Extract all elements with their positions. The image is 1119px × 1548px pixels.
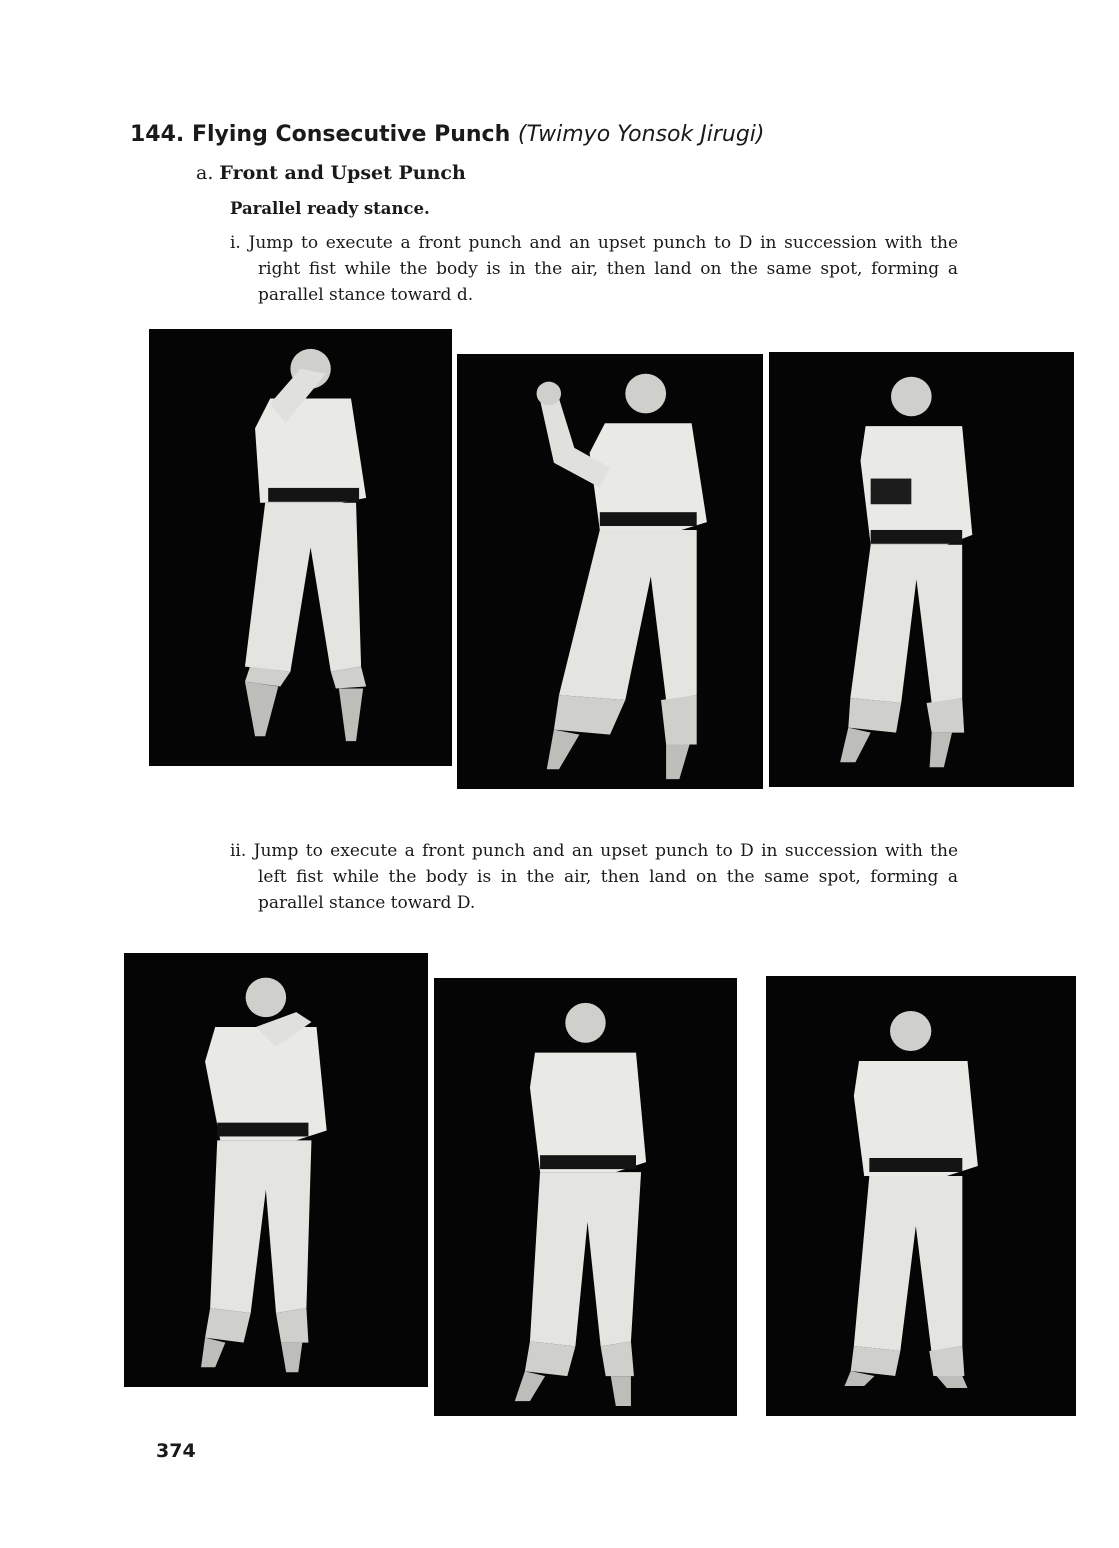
figure-parallel-stance-final — [766, 976, 1076, 1416]
step-2 — [230, 838, 958, 916]
step-2-marker: ii. — [230, 841, 247, 861]
figure-upset-punch-right — [457, 354, 763, 789]
ready-stance: Parallel ready stance. — [230, 199, 430, 218]
photo-step-1-frame-1 — [149, 329, 452, 766]
step-2-text: Jump to execute a front punch and an upset punch to D in succession with the left fist while the body is in the air, then land on the same spot, forming a parallel stance toward D. — [253, 841, 958, 913]
photo-step-1-frame-2 — [457, 354, 763, 789]
section-title: Flying Consecutive Punch — [191, 122, 511, 147]
figure-front-punch-left — [124, 953, 428, 1387]
photo-step-2-frame-1 — [124, 953, 428, 1387]
page-number: 374 — [156, 1440, 196, 1462]
subsection-letter: a. — [196, 162, 214, 184]
photo-step-2-frame-3 — [766, 976, 1076, 1416]
section-number: 144. — [130, 122, 185, 147]
section-heading — [130, 122, 765, 147]
figure-parallel-stance — [769, 352, 1074, 787]
subsection-title: Front and Upset Punch — [219, 162, 466, 184]
figure-front-punch-right — [149, 329, 452, 766]
figure-upset-punch-left — [434, 978, 737, 1416]
step-1-marker: i. — [230, 233, 241, 253]
step-1 — [230, 230, 958, 308]
photo-step-2-frame-2 — [434, 978, 737, 1416]
photo-step-1-frame-3 — [769, 352, 1074, 787]
section-alt-title: (Twimyo Yonsok Jirugi) — [517, 122, 765, 147]
subsection-heading — [196, 162, 466, 184]
step-1-text: Jump to execute a front punch and an upset punch to D in succession with the right fist while the body is in the air, then land on the same spot, forming a parallel stance toward d. — [248, 233, 959, 305]
